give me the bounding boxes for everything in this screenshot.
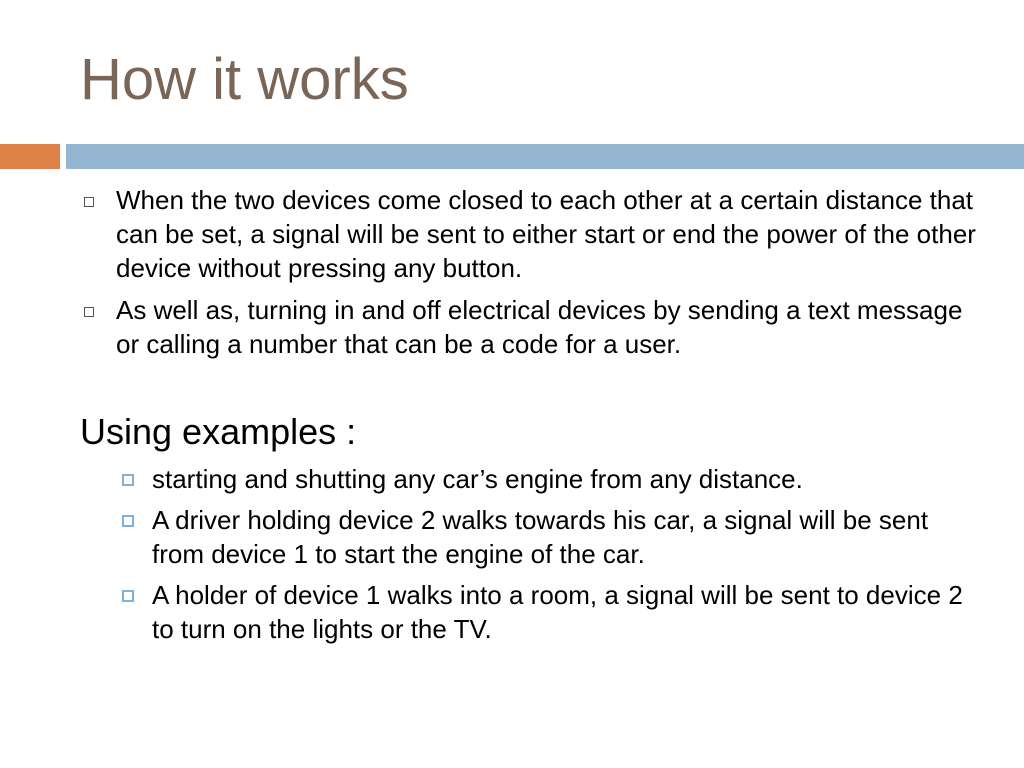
blue-square-bullet-icon (122, 515, 134, 527)
bullet-item (0, 183, 1024, 285)
slide-title: How it works (80, 47, 409, 112)
example-item (0, 462, 1024, 496)
accent-bar-blue (66, 144, 1024, 169)
example-text: A driver holding device 2 walks towards his car, a signal will be sent from device 1 to start the engine of the car. (152, 505, 929, 569)
bullet-list (0, 183, 1024, 361)
examples-heading: Using examples : (80, 411, 357, 452)
slide-content (0, 183, 1024, 653)
example-text: A holder of device 1 walks into a room, a signal will be sent to device 2 to turn on the lights or the TV. (152, 580, 963, 644)
bullet-text: When the two devices come closed to each other at a certain distance that can be set, a signal will be sent to either start or end the power of the other device without pressing any button. (116, 185, 976, 283)
blue-square-bullet-icon (122, 474, 134, 486)
hollow-square-bullet-icon (84, 197, 94, 207)
bullet-text: As well as, turning in and off electrical devices by sending a text message or calling a number that can be a code for a user. (116, 295, 963, 359)
example-item (0, 578, 1024, 646)
blue-square-bullet-icon (122, 590, 134, 602)
example-item (0, 503, 1024, 571)
example-text: starting and shutting any car’s engine from any distance. (152, 464, 803, 494)
examples-list (0, 462, 1024, 646)
hollow-square-bullet-icon (84, 307, 94, 317)
bullet-item (0, 293, 1024, 361)
accent-bar-orange (0, 144, 60, 169)
